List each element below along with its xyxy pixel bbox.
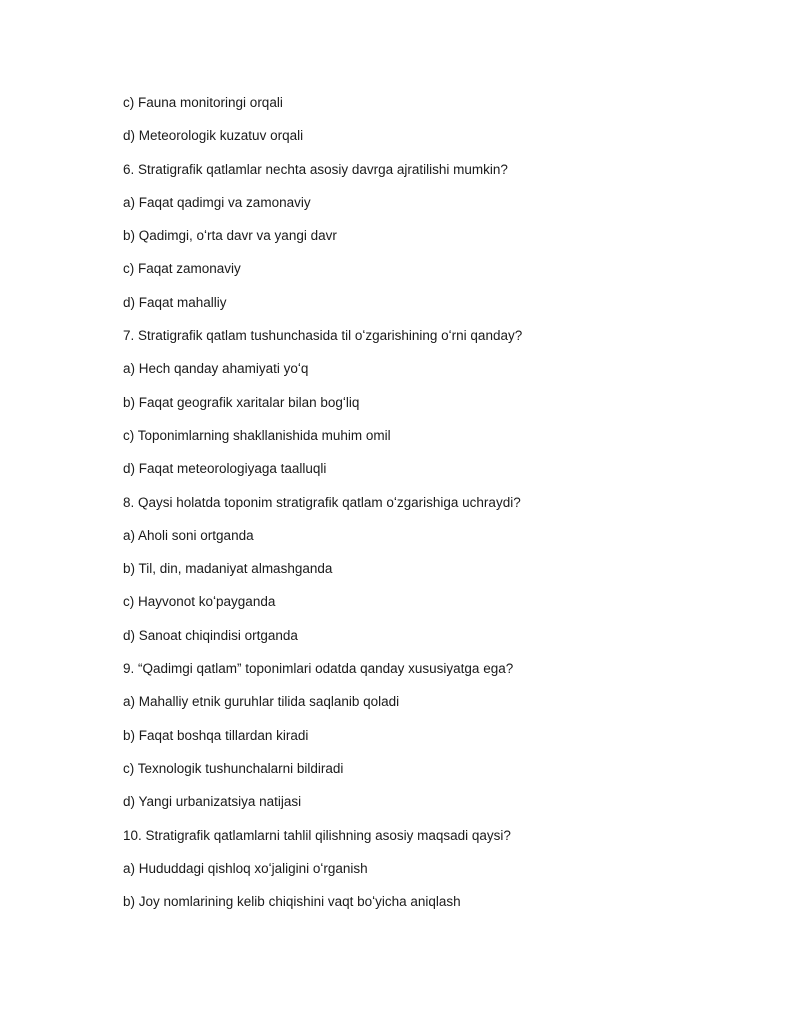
question-list: [123, 93, 743, 925]
question-text: 9. “Qadimgi qatlam” toponimlari odatda qanday xususiyatga ega?: [123, 661, 514, 677]
answer-option: d) Sanoat chiqindisi ortganda: [123, 627, 298, 643]
answer-option: c) Faqat zamonaviy: [123, 261, 241, 277]
answer-option: d) Meteorologik kuzatuv orqali: [123, 128, 304, 144]
answer-option: a) Mahalliy etnik guruhlar tilida saqlanib qoladi: [123, 694, 400, 710]
answer-option: b) Qadimgi, oʻrta davr va yangi davr: [123, 228, 337, 244]
question-text: 6. Stratigrafik qatlamlar nechta asosiy davrga ajratilishi mumkin?: [123, 161, 508, 177]
answer-option: c) Texnologik tushunchalarni bildiradi: [123, 760, 344, 776]
answer-option: c) Toponimlarning shakllanishida muhim omil: [123, 427, 391, 443]
answer-option: a) Hech qanday ahamiyati yoʻq: [123, 361, 309, 377]
answer-option: a) Faqat qadimgi va zamonaviy: [123, 194, 311, 210]
answer-option: b) Faqat boshqa tillardan kiradi: [123, 727, 309, 743]
question-text: 8. Qaysi holatda toponim stratigrafik qatlam oʻzgarishiga uchraydi?: [123, 494, 521, 510]
answer-option: a) Hududdagi qishloq xoʻjaligini oʻrganish: [123, 860, 368, 876]
answer-option: b) Til, din, madaniyat almashganda: [123, 561, 333, 577]
answer-option: d) Faqat mahalliy: [123, 294, 227, 310]
answer-option: c) Fauna monitoringi orqali: [123, 95, 283, 110]
answer-option: c) Hayvonot koʻpayganda: [123, 594, 276, 610]
answer-option: d) Faqat meteorologiyaga taalluqli: [123, 461, 327, 477]
answer-option: d) Yangi urbanizatsiya natijasi: [123, 794, 302, 810]
answer-option: b) Faqat geografik xaritalar bilan bogʻliq: [123, 394, 360, 410]
question-text: 10. Stratigrafik qatlamlarni tahlil qilishning asosiy maqsadi qaysi?: [123, 827, 511, 843]
question-text: 7. Stratigrafik qatlam tushunchasida til oʻzgarishining oʻrni qanday?: [123, 328, 523, 344]
answer-option: b) Joy nomlarining kelib chiqishini vaqt boʻyicha aniqlash: [123, 894, 461, 910]
answer-option: a) Aholi soni ortganda: [123, 527, 254, 543]
